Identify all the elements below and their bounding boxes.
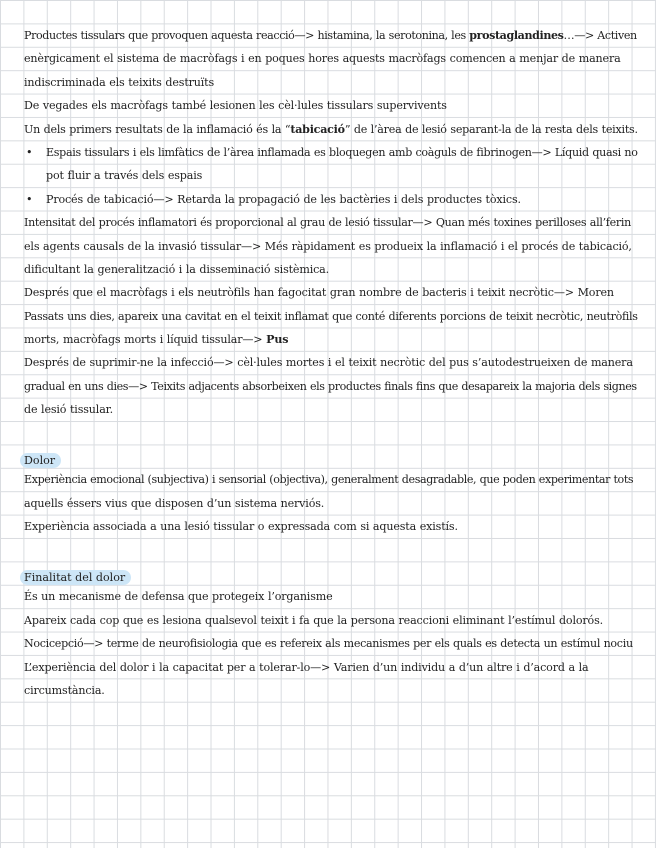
bullet-continuation: pot fluir a través dels espais <box>46 169 203 183</box>
text-line: Passats uns dies, apareix una cavitat en el teixit inflamat que conté diferents porcions de teixit necròtic, neutròfils <box>24 309 638 323</box>
text-line: enèrgicament el sistema de macròfags i en poques hores aquests macròfags comencen a menjar de manera <box>24 52 621 66</box>
text-line: Intensitat del procés inflamatori és proporcional al grau de lesió tissular—> Quan més toxines perilloses all’ferin <box>24 216 631 230</box>
bold-term: tabicació <box>290 122 345 136</box>
text-line: Experiència emocional (subjectiva) i sensorial (objectiva), generalment desagradable, que poden experimentar tots <box>24 473 634 487</box>
bullet-icon: • <box>26 145 33 159</box>
text-line: dificultant la generalització i la disseminació sistèmica. <box>24 262 330 276</box>
text-line: gradual en uns dies—> Teixits adjacents absorbeixen els productes finals fins que desapareix la majoria dels signes <box>24 379 637 393</box>
text-line: morts, macròfags morts i líquid tissular—> Pus <box>24 333 289 347</box>
text-line: aquells éssers vius que disposen d’un sistema nerviós. <box>24 496 325 510</box>
section-heading-finalitat <box>24 562 638 585</box>
text-line: L’experiència del dolor i la capacitat per a tolerar-lo—> Varien d’un individu a d’un altre i d’acord a la <box>24 660 589 674</box>
text-line: És un mecanisme de defensa que protegeix l’organisme <box>24 590 333 604</box>
blank-line <box>24 539 638 562</box>
bold-term: prostaglandines <box>469 29 564 42</box>
heading-label: Dolor <box>20 453 61 468</box>
text-line: Apareix cada cop que es lesiona qualsevol teixit i fa que la persona reaccioni eliminant l’estímul dolorós. <box>24 613 603 627</box>
text-line: els agents causals de la invasió tissular—> Més ràpidament es produeix la inflamació i el procés de tabicació, <box>24 239 632 253</box>
bullet-item: • Procés de tabicació—> Retarda la propagació de les bactèries i dels productes tòxics. <box>24 188 638 211</box>
text-line: circumstància. <box>24 683 105 697</box>
bullet-icon: • <box>26 192 33 206</box>
text-line: De vegades els macròfags també lesionen les cèl·lules tissulars supervivents <box>24 99 447 113</box>
text-line: Un dels primers resultats de la inflamació és la “tabicació” de l’àrea de lesió separant-la de la resta dels teixits. <box>24 122 638 136</box>
text-line: indiscriminada els teixits destruïts <box>24 75 215 89</box>
text-line: de lesió tissular. <box>24 403 113 417</box>
text-line: Experiència associada a una lesió tissular o expressada com si aquesta existís. <box>24 520 458 534</box>
text-line: Després que el macròfags i els neutròfils han fagocitat gran nombre de bacteris i teixit necròtic—> Moren <box>24 286 614 300</box>
heading-label: Finalitat del dolor <box>20 570 131 585</box>
blank-line <box>24 422 638 445</box>
bold-term: Pus <box>266 333 289 347</box>
text-line: Nocicepció—> terme de neurofisiologia que es refereix als mecanismes per els quals es detecta un estímul nociu <box>24 637 633 651</box>
text-line: Productes tissulars que provoquen aquesta reacció—> histamina, la serotonina, les prostaglandines…—> Activen <box>24 29 637 42</box>
section-heading-dolor <box>24 445 638 468</box>
text-line: Després de suprimir-ne la infecció—> cèl·lules mortes i el teixit necròtic del pus s’autodestrueixen de manera <box>24 356 633 370</box>
bullet-item: • Espais tissulars i els limfàtics de l’àrea inflamada es bloquegen amb coàguls de fibrinogen—> Líquid quasi no <box>24 141 638 164</box>
